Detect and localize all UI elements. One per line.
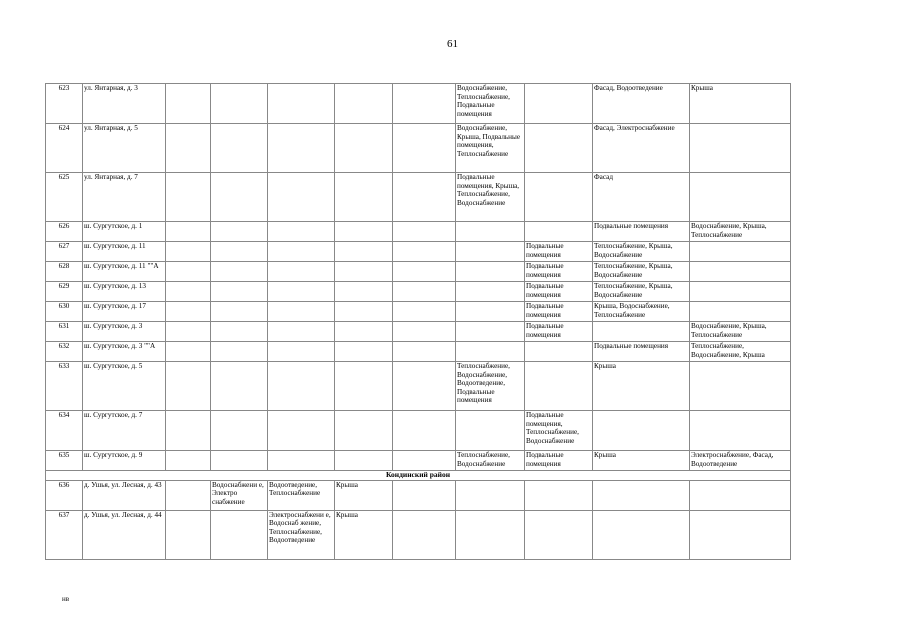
empty-cell xyxy=(335,242,393,262)
address-cell: ш. Сургутское, д. 9 xyxy=(83,451,166,471)
table-row xyxy=(46,282,791,302)
address-cell: д. Ушья, ул. Лесная, д. 44 xyxy=(83,510,166,559)
address-cell: ш. Сургутское, д. 11 ""А xyxy=(83,262,166,282)
works-cell xyxy=(690,362,791,411)
works-cell: Теплоснабжение, Водоснабжение, Крыша xyxy=(690,342,791,362)
works-cell: Водоснабжение, Крыша, Подвальные помещения, Теплоснабжение xyxy=(456,124,525,173)
works-cell: Подвальные помещения xyxy=(593,222,690,242)
works-cell: Крыша xyxy=(593,362,690,411)
works-cell xyxy=(593,322,690,342)
empty-cell xyxy=(268,411,335,451)
district-heading: Кондинский район xyxy=(46,471,791,481)
address-cell: ул. Янтарная, д. 7 xyxy=(83,173,166,222)
empty-cell xyxy=(335,302,393,322)
row-number-cell: 624 xyxy=(46,124,83,173)
works-cell: Подвальные помещения xyxy=(525,451,593,471)
works-cell: Крыша xyxy=(335,510,393,559)
works-cell: Подвальные помещения, Крыша, Теплоснабжение, Водоснабжение xyxy=(456,173,525,222)
empty-cell xyxy=(211,173,268,222)
empty-cell xyxy=(393,480,456,510)
works-cell: Подвальные помещения, Теплоснабжение, Водоснабжение xyxy=(525,411,593,451)
works-cell xyxy=(456,262,525,282)
empty-cell xyxy=(211,322,268,342)
works-cell: Подвальные помещения xyxy=(593,342,690,362)
works-cell: Фасад, Электроснабжение xyxy=(593,124,690,173)
works-cell xyxy=(690,124,791,173)
row-number-cell: 628 xyxy=(46,262,83,282)
empty-cell xyxy=(166,262,211,282)
works-cell xyxy=(456,222,525,242)
works-cell xyxy=(525,362,593,411)
empty-cell xyxy=(268,262,335,282)
empty-cell xyxy=(335,322,393,342)
table-body-b xyxy=(46,480,791,559)
empty-cell xyxy=(268,222,335,242)
empty-cell xyxy=(393,84,456,124)
empty-cell xyxy=(525,510,593,559)
address-cell: ш. Сургутское, д. 13 xyxy=(83,282,166,302)
works-cell xyxy=(525,222,593,242)
works-cell xyxy=(456,322,525,342)
empty-cell xyxy=(690,510,791,559)
table-row xyxy=(46,84,791,124)
works-cell xyxy=(211,510,268,559)
works-cell: Подвальные помещения xyxy=(525,242,593,262)
empty-cell xyxy=(393,302,456,322)
table-row xyxy=(46,173,791,222)
works-cell: Фасад, Водоотведение xyxy=(593,84,690,124)
empty-cell xyxy=(211,242,268,262)
works-cell xyxy=(690,242,791,262)
works-cell xyxy=(525,173,593,222)
table-row xyxy=(46,322,791,342)
works-cell: Теплоснабжение, Крыша, Водоснабжение xyxy=(593,262,690,282)
empty-cell xyxy=(393,322,456,342)
empty-cell xyxy=(166,242,211,262)
empty-cell xyxy=(166,173,211,222)
row-number-cell: 632 xyxy=(46,342,83,362)
empty-cell xyxy=(393,262,456,282)
empty-cell xyxy=(393,124,456,173)
table-row xyxy=(46,480,791,510)
works-cell: Водоснабжение, Крыша, Теплоснабжение xyxy=(690,222,791,242)
works-cell: Подвальные помещения xyxy=(525,302,593,322)
address-cell: ш. Сургутское, д. 17 xyxy=(83,302,166,322)
empty-cell xyxy=(393,510,456,559)
works-cell xyxy=(456,411,525,451)
address-cell: ш. Сургутское, д. 7 xyxy=(83,411,166,451)
works-cell xyxy=(456,302,525,322)
empty-cell xyxy=(525,480,593,510)
works-cell: Водоснабжени е, Электро снабжение xyxy=(211,480,268,510)
empty-cell xyxy=(268,342,335,362)
empty-cell xyxy=(211,411,268,451)
empty-cell xyxy=(456,480,525,510)
empty-cell xyxy=(335,362,393,411)
works-cell xyxy=(456,342,525,362)
empty-cell xyxy=(393,173,456,222)
empty-cell xyxy=(166,84,211,124)
empty-cell xyxy=(393,222,456,242)
works-cell: Водоснабжение, Теплоснабжение, Подвальные помещения xyxy=(456,84,525,124)
empty-cell xyxy=(268,84,335,124)
table-row xyxy=(46,262,791,282)
works-cell: Электроснабжение, Фасад, Водоотведение xyxy=(690,451,791,471)
address-cell: ш. Сургутское, д. 1 xyxy=(83,222,166,242)
address-cell: ш. Сургутское, д. 5 xyxy=(83,362,166,411)
table-row xyxy=(46,510,791,559)
empty-cell xyxy=(393,282,456,302)
row-number-cell: 627 xyxy=(46,242,83,262)
empty-cell xyxy=(166,510,211,559)
works-cell xyxy=(690,411,791,451)
empty-cell xyxy=(335,411,393,451)
row-number-cell: 629 xyxy=(46,282,83,302)
table-row xyxy=(46,302,791,322)
empty-cell xyxy=(211,451,268,471)
district-row xyxy=(46,471,791,481)
works-cell: Теплоснабжение, Крыша, Водоснабжение xyxy=(593,282,690,302)
works-cell: Электроснабжени е, Водоснаб жение, Теплоснабжение, Водоотведение xyxy=(268,510,335,559)
row-number-cell: 626 xyxy=(46,222,83,242)
row-number-cell: 631 xyxy=(46,322,83,342)
empty-cell xyxy=(393,242,456,262)
empty-cell xyxy=(268,282,335,302)
works-cell: Подвальные помещения xyxy=(525,262,593,282)
address-cell: ш. Сургутское, д. 3 xyxy=(83,322,166,342)
empty-cell xyxy=(335,124,393,173)
table-row xyxy=(46,222,791,242)
empty-cell xyxy=(393,342,456,362)
empty-cell xyxy=(268,451,335,471)
empty-cell xyxy=(211,282,268,302)
works-cell xyxy=(525,124,593,173)
address-cell: д. Ушья, ул. Лесная, д. 43 xyxy=(83,480,166,510)
empty-cell xyxy=(268,242,335,262)
empty-cell xyxy=(211,262,268,282)
works-cell: Крыша, Водоснабжение, Теплоснабжение xyxy=(593,302,690,322)
table-body-a xyxy=(46,84,791,471)
address-cell: ул. Янтарная, д. 3 xyxy=(83,84,166,124)
works-cell: Водоотведение, Теплоснабжение xyxy=(268,480,335,510)
empty-cell xyxy=(166,282,211,302)
row-number-cell: 625 xyxy=(46,173,83,222)
empty-cell xyxy=(393,362,456,411)
empty-cell xyxy=(166,302,211,322)
empty-cell xyxy=(393,411,456,451)
empty-cell xyxy=(166,451,211,471)
empty-cell xyxy=(268,124,335,173)
empty-cell xyxy=(166,411,211,451)
address-cell: ш. Сургутское, д. 3 ""А xyxy=(83,342,166,362)
empty-cell xyxy=(593,510,690,559)
empty-cell xyxy=(335,282,393,302)
empty-cell xyxy=(268,362,335,411)
works-cell xyxy=(456,282,525,302)
works-cell xyxy=(690,262,791,282)
works-cell xyxy=(525,342,593,362)
empty-cell xyxy=(211,222,268,242)
empty-cell xyxy=(211,342,268,362)
empty-cell xyxy=(211,362,268,411)
address-cell: ш. Сургутское, д. 11 xyxy=(83,242,166,262)
row-number-cell: 635 xyxy=(46,451,83,471)
empty-cell xyxy=(268,173,335,222)
empty-cell xyxy=(690,480,791,510)
works-cell xyxy=(525,84,593,124)
footer-mark: нв xyxy=(62,595,70,603)
empty-cell xyxy=(335,222,393,242)
empty-cell xyxy=(335,84,393,124)
empty-cell xyxy=(268,302,335,322)
empty-cell xyxy=(166,124,211,173)
empty-cell xyxy=(268,322,335,342)
works-cell xyxy=(456,242,525,262)
works-cell xyxy=(690,282,791,302)
works-cell xyxy=(690,173,791,222)
row-number-cell: 636 xyxy=(46,480,83,510)
table-row xyxy=(46,411,791,451)
empty-cell xyxy=(335,173,393,222)
works-cell: Теплоснабжение, Водоснабжение xyxy=(456,451,525,471)
row-number-cell: 630 xyxy=(46,302,83,322)
row-number-cell: 637 xyxy=(46,510,83,559)
table-row xyxy=(46,342,791,362)
works-cell xyxy=(690,302,791,322)
works-cell: Подвальные помещения xyxy=(525,322,593,342)
row-number-cell: 623 xyxy=(46,84,83,124)
empty-cell xyxy=(166,322,211,342)
table-row xyxy=(46,124,791,173)
repair-schedule-table xyxy=(45,83,791,560)
empty-cell xyxy=(166,342,211,362)
empty-cell xyxy=(335,342,393,362)
empty-cell xyxy=(335,451,393,471)
empty-cell xyxy=(211,124,268,173)
empty-cell xyxy=(456,510,525,559)
table-body-district xyxy=(46,471,791,481)
works-cell: Фасад xyxy=(593,173,690,222)
works-cell: Теплоснабжение, Крыша, Водоснабжение xyxy=(593,242,690,262)
empty-cell xyxy=(393,451,456,471)
empty-cell xyxy=(593,480,690,510)
table-row xyxy=(46,362,791,411)
table-row xyxy=(46,451,791,471)
page-number: 61 xyxy=(447,38,458,50)
works-cell: Крыша xyxy=(690,84,791,124)
row-number-cell: 634 xyxy=(46,411,83,451)
works-cell: Теплоснабжение, Водоснабжение, Водоотведение, Подвальные помещения xyxy=(456,362,525,411)
works-cell: Подвальные помещения xyxy=(525,282,593,302)
empty-cell xyxy=(211,84,268,124)
empty-cell xyxy=(211,302,268,322)
works-cell: Крыша xyxy=(335,480,393,510)
address-cell: ул. Янтарная, д. 5 xyxy=(83,124,166,173)
empty-cell xyxy=(166,480,211,510)
empty-cell xyxy=(166,362,211,411)
works-cell: Крыша xyxy=(593,451,690,471)
empty-cell xyxy=(335,262,393,282)
works-cell xyxy=(593,411,690,451)
table-row xyxy=(46,242,791,262)
row-number-cell: 633 xyxy=(46,362,83,411)
empty-cell xyxy=(166,222,211,242)
works-cell: Водоснабжение, Крыша, Теплоснабжение xyxy=(690,322,791,342)
